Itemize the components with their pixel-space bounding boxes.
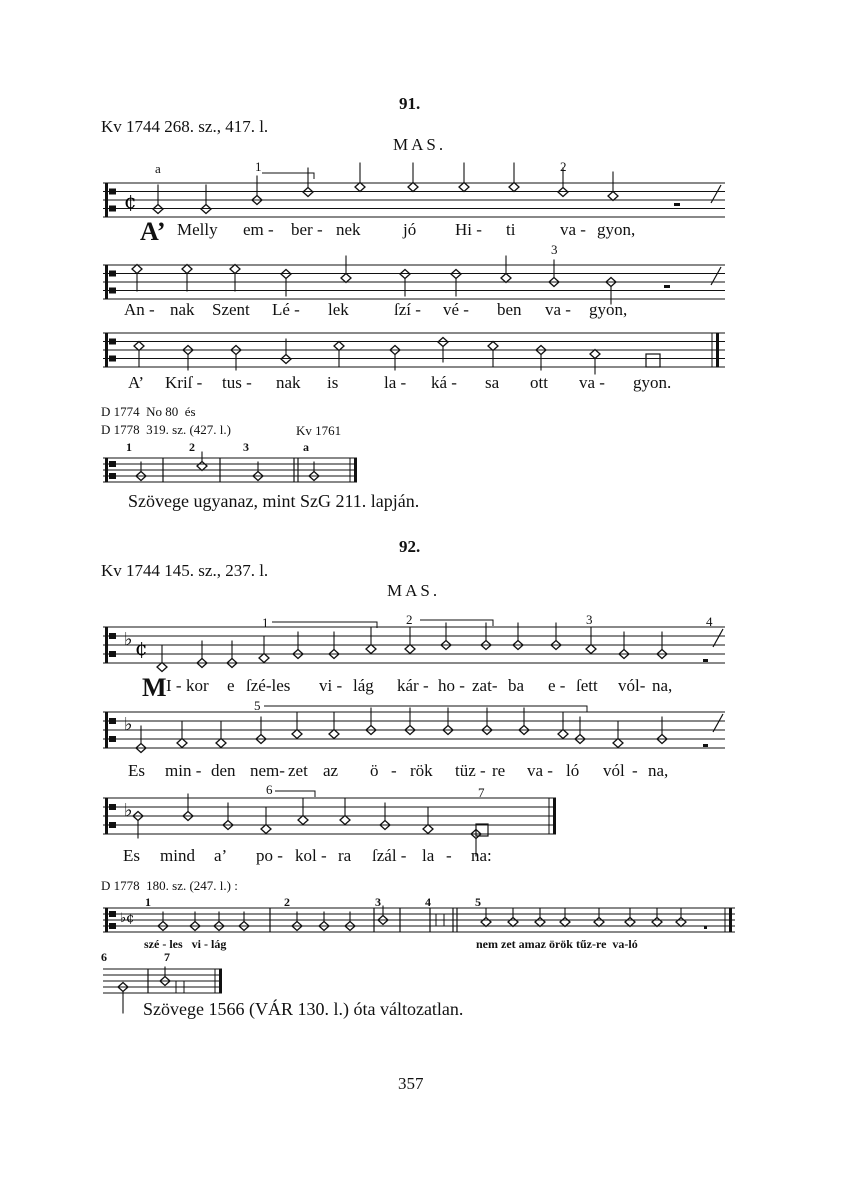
variant-mark-4: 4: [425, 895, 431, 909]
lyric-syllable: ſzál -: [372, 846, 407, 865]
flat-sign: ♭: [124, 714, 133, 735]
phrase-bracket: [420, 620, 493, 626]
lyric-syllable: tüz -: [455, 761, 486, 780]
lyric-syllable: la: [422, 846, 435, 865]
lyric-syllable: e -: [548, 676, 566, 695]
lyric-syllable: vi -: [319, 676, 343, 695]
lyric-syllable: ber -: [291, 220, 323, 239]
lyric-syllable: jó: [403, 220, 417, 239]
note-head: [405, 645, 415, 654]
lyric-syllable: den: [211, 761, 236, 780]
variant-mark-6: 6: [101, 950, 107, 964]
lyric-syllable: ho -: [438, 676, 465, 695]
note-head: [535, 918, 545, 927]
lyric-syllable: kár -: [397, 676, 429, 695]
clef-block: [109, 473, 116, 479]
phrase-bracket: [262, 173, 314, 179]
custos: [713, 714, 723, 732]
lyric-syllable: va -: [527, 761, 553, 780]
note-head: [423, 825, 433, 834]
note-head: [340, 816, 350, 825]
clef-block: [109, 923, 116, 929]
note-head: [625, 918, 635, 927]
flat-sign: ♭: [124, 629, 133, 650]
lyric-syllable: ſett: [576, 676, 598, 695]
mark-3: 3: [551, 242, 558, 257]
lyric-syllable: gyon,: [597, 220, 636, 239]
final-barline: [716, 333, 719, 367]
lyric-syllable: Es: [128, 761, 145, 780]
lyric-syllable: la -: [384, 373, 407, 392]
note-head: [334, 342, 344, 351]
lyric-syllable: Szent: [212, 300, 250, 319]
lyric-syllable: na:: [471, 846, 492, 865]
mark-2: 2: [406, 612, 413, 627]
note-head: [216, 739, 226, 748]
lyric-syllable: min -: [165, 761, 202, 780]
lyric-syllable: nem-: [250, 761, 285, 780]
clef-block: [109, 339, 116, 345]
lyric-syllable: rök: [410, 761, 433, 780]
lyric-syllable: zet: [288, 761, 308, 780]
clef-bar: [105, 183, 108, 217]
lyric-syllable: -: [632, 761, 638, 780]
mark-3: 3: [586, 612, 593, 627]
note-head: [509, 183, 519, 192]
mark-1: 1: [255, 159, 262, 174]
variant-source: D 1778 180. sz. (247. l.) :: [101, 878, 238, 893]
lyric-syllable: Hi -: [455, 220, 482, 239]
variant-mark-1: 1: [126, 440, 132, 454]
clef-bar: [105, 627, 108, 663]
lyric-syllable: gyon,: [589, 300, 628, 319]
clef-block: [109, 356, 116, 362]
note-head: [481, 918, 491, 927]
note-head: [586, 645, 596, 654]
lyric-syllable: is: [327, 373, 339, 392]
mark-7: 7: [478, 785, 485, 800]
lyric-syllable: Kriſ -: [165, 373, 203, 392]
clef-bar: [105, 798, 108, 834]
clef-block: [109, 189, 116, 195]
mark-2: 2: [560, 159, 567, 174]
clef-block: [109, 804, 116, 810]
clef-bar: [105, 333, 108, 367]
note-head: [292, 730, 302, 739]
lyric-syllable: -: [391, 761, 397, 780]
lyric-syllable: ti: [506, 220, 516, 239]
mark-a: a: [155, 161, 161, 176]
hymn-91-number: 91.: [399, 94, 421, 113]
lyric-syllable: az: [323, 761, 339, 780]
hymn-91-subtitle: MAS.: [393, 135, 447, 154]
lyric-syllable: lág: [353, 676, 374, 695]
lyric-syllable: A’: [140, 217, 166, 246]
note-head: [341, 274, 351, 283]
time-signature: ¢: [135, 636, 148, 660]
lyric-syllable: sa: [485, 373, 500, 392]
clef-bar: [105, 908, 108, 932]
lyric-syllable: ba: [508, 676, 525, 695]
mark-5: 5: [254, 698, 261, 713]
lyric-syllable: po -: [256, 846, 283, 865]
note-head: [608, 192, 618, 201]
note-head: [197, 462, 207, 471]
note-head: [177, 739, 187, 748]
mark-1: 1: [262, 615, 269, 630]
clef-bar: [105, 458, 108, 482]
note-head: [613, 739, 623, 748]
note-head: [590, 350, 600, 359]
note-head: [132, 265, 142, 274]
variant-mark-7: 7: [164, 950, 170, 964]
hymn-92-source: Kv 1744 145. sz., 237. l.: [101, 561, 269, 580]
note-head: [408, 183, 418, 192]
mark-6: 6: [266, 782, 273, 797]
note-head: [560, 918, 570, 927]
longa: [646, 354, 660, 367]
note-head: [652, 918, 662, 927]
lyric-syllable: Es: [123, 846, 140, 865]
note-head: [501, 274, 511, 283]
final-barline: [729, 908, 732, 932]
lyric-syllable: Lé -: [272, 300, 300, 319]
clef-block: [109, 633, 116, 639]
note-head: [594, 918, 604, 927]
lyric-syllable: Melly: [177, 220, 218, 239]
rest: [704, 926, 707, 929]
lyric-syllable: An -: [124, 300, 155, 319]
hymn-92-number: 92.: [399, 537, 421, 556]
note-head: [558, 730, 568, 739]
flat-sign: ♭: [124, 800, 133, 821]
lyric-syllable: -: [446, 846, 452, 865]
lyric-syllable: ká -: [431, 373, 457, 392]
lyric-syllable: e: [227, 676, 235, 695]
lyric-syllable: nek: [336, 220, 361, 239]
note-head: [182, 265, 192, 274]
lyric-syllable: tus -: [222, 373, 252, 392]
variant-lyrics-2: nem zet amaz örök tűz-re va-ló: [476, 937, 638, 951]
variant-source-3: Kv 1761: [296, 423, 342, 438]
lyric-syllable: ben: [497, 300, 522, 319]
variant-mark-1: 1: [145, 895, 151, 909]
rest: [664, 285, 670, 288]
clef-block: [109, 911, 116, 917]
clef-block: [109, 288, 116, 294]
note-head: [329, 730, 339, 739]
lyric-syllable: nak: [170, 300, 195, 319]
lyric-syllable: vé -: [443, 300, 469, 319]
variant-lyrics-1: szé - les vi - lág: [144, 937, 227, 951]
lyric-syllable: va -: [560, 220, 586, 239]
lyric-syllable: na,: [648, 761, 669, 780]
variant-mark-3: 3: [243, 440, 249, 454]
lyric-syllable: mind: [160, 846, 195, 865]
lyric-syllable: zat-: [472, 676, 498, 695]
lyric-syllable: vól: [603, 761, 625, 780]
page-number: 357: [398, 1074, 424, 1093]
variant-mark-3: 3: [375, 895, 381, 909]
note-head: [134, 342, 144, 351]
lyric-syllable: re: [492, 761, 506, 780]
variant-source-2: D 1778 319. sz. (427. l.): [101, 422, 231, 437]
lyric-syllable: ott: [530, 373, 548, 392]
note-head: [459, 183, 469, 192]
variant-mark-a: a: [303, 440, 309, 454]
clef-block: [109, 461, 116, 467]
variant-mark-5: 5: [475, 895, 481, 909]
lyric-syllable: M: [142, 673, 167, 702]
rest: [703, 744, 708, 747]
lyric-syllable: ló: [566, 761, 580, 780]
note-head: [298, 816, 308, 825]
mark-4: 4: [706, 614, 713, 629]
clef-block: [109, 651, 116, 657]
rest: [674, 203, 680, 206]
lyric-syllable: na,: [652, 676, 673, 695]
note-head: [488, 342, 498, 351]
hymn-92-text-note: Szövege 1566 (VÁR 130. l.) óta változatlan.: [143, 999, 464, 1019]
variant-mark-2: 2: [284, 895, 290, 909]
final-barline: [354, 458, 357, 482]
lyric-syllable: ſzé-les: [246, 676, 291, 695]
final-barline: [219, 969, 222, 993]
note-head: [366, 645, 376, 654]
lyric-syllable: kol -: [295, 846, 327, 865]
lyric-syllable: va -: [579, 373, 605, 392]
clef-block: [109, 206, 116, 212]
clef-bar: [105, 265, 108, 299]
lyric-syllable: ſzí -: [394, 300, 421, 319]
lyric-syllable: ö: [370, 761, 379, 780]
clef-bar: [105, 712, 108, 748]
lyric-syllable: kor: [186, 676, 209, 695]
time-signature: ¢: [124, 189, 137, 213]
phrase-bracket: [264, 706, 587, 712]
lyric-syllable: A’: [128, 373, 145, 392]
lyric-syllable: gyon.: [633, 373, 672, 392]
lyric-syllable: a’: [214, 846, 228, 865]
flat-sign: ♭¢: [120, 911, 135, 926]
lyric-syllable: vól-: [618, 676, 646, 695]
note-head: [157, 663, 167, 672]
lyric-syllable: va -: [545, 300, 571, 319]
clef-block: [109, 736, 116, 742]
note-head: [508, 918, 518, 927]
note-head: [230, 265, 240, 274]
lyric-syllable: nak: [276, 373, 301, 392]
rest: [703, 659, 708, 662]
custos: [713, 629, 723, 647]
lyric-syllable: em -: [243, 220, 274, 239]
hymn-92-subtitle: MAS.: [387, 581, 441, 600]
note-head: [676, 918, 686, 927]
hymn-91-source: Kv 1744 268. sz., 417. l.: [101, 117, 269, 136]
clef-block: [109, 822, 116, 828]
variant-mark-2: 2: [189, 440, 195, 454]
lyric-syllable: lek: [328, 300, 349, 319]
note-head: [261, 825, 271, 834]
note-head: [259, 654, 269, 663]
variant-source-1: D 1774 No 80 és: [101, 404, 196, 419]
note-head: [355, 183, 365, 192]
phrase-bracket: [275, 791, 315, 797]
final-barline: [553, 798, 556, 834]
lyric-syllable: ra: [338, 846, 352, 865]
clef-block: [109, 718, 116, 724]
lyric-syllable: I -: [166, 676, 182, 695]
hymn-91-text-note: Szövege ugyanaz, mint SzG 211. lapján.: [128, 491, 420, 511]
clef-block: [109, 271, 116, 277]
